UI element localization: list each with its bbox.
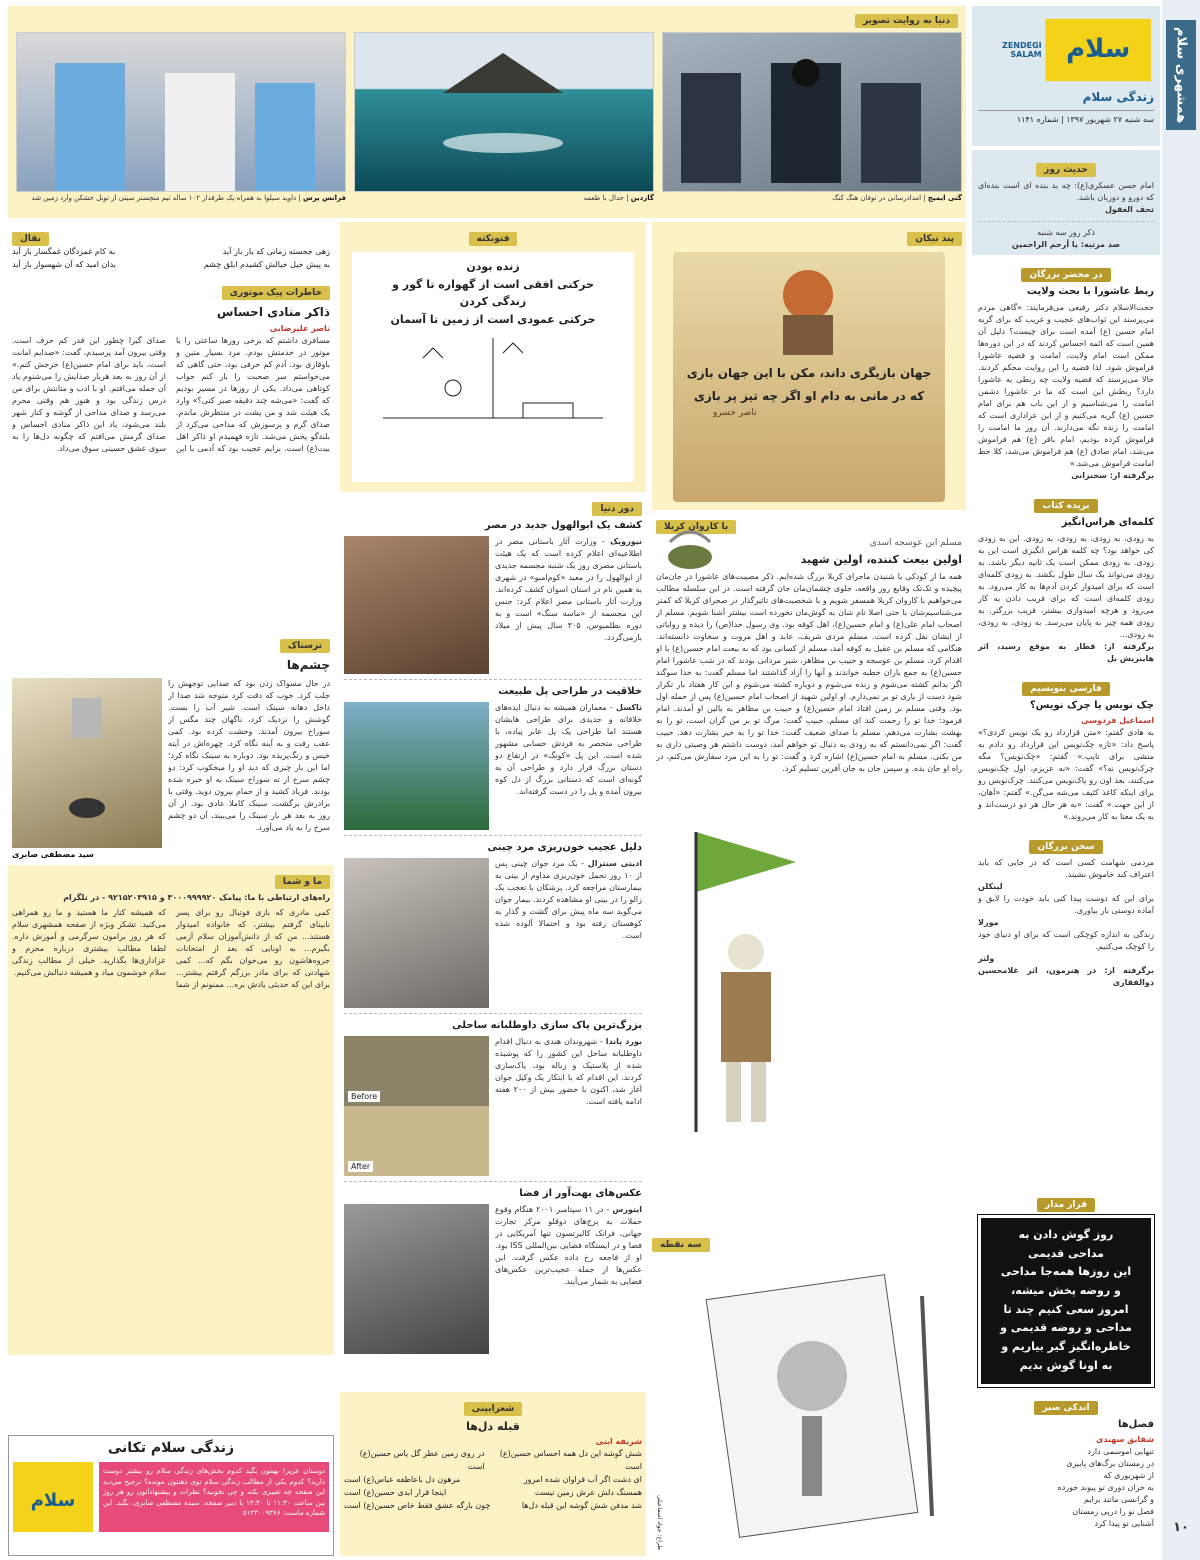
photo3-caption: داوید سیلوا به همراه یک طرفدار ۱۰۲ ساله تیم منچستر سیتی از تونل خشکن وارد زمین شد <box>31 194 297 202</box>
column-world <box>340 222 646 1556</box>
hadith-source: تحف العقول <box>1104 205 1154 214</box>
patience-tag: اندکی صبر <box>1034 1401 1097 1415</box>
cartoon-drawing-icon <box>363 328 623 438</box>
mashoma-section <box>8 865 334 1355</box>
naqqal-verse <box>12 259 330 272</box>
story5-body: در ۱۱ سپتامبر ۲۰۰۱ هنگام وقوع حملات به برج‌های دوقلو مرکز تجارت جهانی، فرانک کالبرتسون تنها آمریکایی در فضا و در ایستگاه فضایی بین‌المللی ISS بود. او از فاجعه رخ داده عکس گرفت. این عکس‌ها از جمله عجیب‌ترین عکس‌های فضایی به شمار می‌آیند. <box>495 1205 642 1286</box>
courier-author: ناصر علیرضایی <box>269 324 330 334</box>
svg-text:سلام: سلام <box>1065 33 1130 64</box>
svg-text:سلام: سلام <box>30 1490 76 1511</box>
verse-half: مرهون دل باعاطفه عباس(ع) است <box>344 1474 461 1484</box>
naqqal-section <box>8 222 334 276</box>
photo-mancity <box>16 32 346 192</box>
saying-2: برای این که دوست پیدا کنی باید خودت را لایق و آماده دوستی بار بیاوری. <box>978 894 1154 915</box>
sayings-tag: سخن بزرگان <box>1029 840 1102 854</box>
verse-half: به پیش خیل خیالش کشیدم ابلق چشم <box>203 259 330 269</box>
helmet-icon <box>660 522 720 572</box>
patience-line: آشنایی تو پیدا کرد <box>1094 1518 1154 1528</box>
issue-date: سه شنبه ۲۷ شهریور ۱۳۹۷ | شماره ۱۱۴۱ <box>978 110 1154 124</box>
story4-title: بزرگ‌ترین پاک سازی داوطلبانه ساحلی <box>452 1020 642 1031</box>
elders-body: حجت‌الاسلام دکتر رفیعی می‌فرمایند: «گاهی مردم می‌پرسند این ثواب‌های عجیب و غریب که برای گریه امام حسین (ع) آمده است برای چیست؟ دلیل آن همین است که ائمه احساس کردند که در این دوره‌ها ممکن است امام ولایت، امامت و قضیه عاشورا فراموش شود. لذا قضیه را این روایت محکم کردند. حالا می‌پرسند که قضیه ولایت چه ربطی به عاشورا دارد؟ ربطش این است که ما در عاشورا دشمن امامت را می‌شناسیم و از این باب هم برای امام حسین (ع) گریه می‌کنیم و از این عزاداری است که امامت را زنده نگه می‌دارند. آن روز ما امامت را فراموش کرده بودیم، امام باقر (ع) هم فراموش می‌شد، امام صادق (ع) هم فراموش می‌شد، کلا خط امامت فراموش می‌شد.» <box>978 303 1154 468</box>
memorial-line1: ذکر روز سه شنبه <box>1037 228 1095 237</box>
hadith-text: امام حسن عسکری(ع): چه بد بنده ای است بنده‌ای که دورو و دوزبان باشد. <box>978 181 1154 202</box>
story2-lead: تاکسل <box>616 703 642 712</box>
ad-logo-icon <box>13 1462 93 1532</box>
patient-photo <box>344 858 489 1008</box>
story4-body: شهروندان هندی به دنبال اقدام داوطلبانه ساحل این کشور را که پوشیده شده از پلاستیک و زباله بود، پاک‌سازی کردند. این اقدام که با ابتکار یک وکیل جوان آغاز شد، اکنون با حضور بیش از ۲۰۰ هفته ادامه یافته است. <box>495 1037 642 1106</box>
sink-icon <box>12 678 162 848</box>
poet-portrait-icon <box>763 260 853 360</box>
space-photo <box>344 1204 489 1354</box>
verse-half: در روی زمین عطر گل یاس حسین(ع) است <box>359 1449 485 1472</box>
poetry-verse <box>344 1448 642 1474</box>
storm-photo-icon <box>662 33 961 192</box>
story1-title: کشف یک ابوالهول جدید در مصر <box>484 520 642 531</box>
notebook-sketch-icon <box>662 1256 962 1546</box>
patience-title: فصل‌ها <box>1117 1418 1154 1430</box>
elders-title: ربط عاشورا با بحث ولایت <box>1026 286 1154 297</box>
naqqal-verse <box>12 246 330 259</box>
before-label: Before <box>348 1091 380 1102</box>
photo1-caption: امدادرسانی در توفان هنگ کنگ <box>832 194 922 202</box>
story2-body: معماران همیشه به دنبال ایده‌های خلاقانه و جدیدی برای طراحی هایشان هستند اما طراحی یک پل عابر پیاده، با طراحی متحصر به فردش حسابی مشهور شده است. این پل «کونگ» در ارتفاع دو دستان بزرگ قرار دارد و طراحی آن به گونه‌ای است که دستانی بزرگ از دل کوه بیرون آمده و پل را در دست گرفته‌اند. <box>495 703 642 796</box>
tarsnak-section <box>8 629 334 865</box>
advice-verse2: که در مانی به دام او اگر چه تیز پر بازی <box>693 388 925 403</box>
story1-body: وزارت آثار باستانی مصر در اطلاعیه‌ای اعلام کرده است که یک هیئت باستانی مصری روز یک شنبه مجسمه جدیدی از ابوالهول را در معبد «کوم‌امبو» در شهری به همین نام در استان اسوان کشف کرده‌اند. وزارت آثار باستانی مصر اعلام کرد: جنس این مجسمه از «ماسه سنگ» است و به دوره بطلمیوس، ۳۰۵ سال پیش از میلاد بازمی‌گردد. <box>495 537 642 642</box>
beach-after-photo <box>344 1106 489 1176</box>
poetry-author: شریفه ابنی <box>595 1437 642 1447</box>
ad-title: زندگی سلام تکانی <box>107 1440 235 1456</box>
book-body: به زودی، به زودی، به زودی، به زودی. این به زودی کی خواهد بود؟ چه کلمه هراس انگیزی است این به زودی. به زودی ممکن است یک ثانیه دیگر باشد. به زودی می‌تواند یک سال طول بکشد. به زودی کلمه‌ای است که برای امیدوار کردن آدم‌ها به کار می‌رود. به زودی کلمه‌ای است که برای فریب دادن به کار می‌رود و هرچه امیدواری بیشتر، فریب بزرگتر. به زودی همه چیز به پایان می‌رسد. به زودی، به زودی، به زودی... <box>978 534 1154 639</box>
page-number: ۱۰ <box>1173 1520 1189 1535</box>
advice-poet: ناصر خسرو <box>713 407 757 418</box>
patience-line: به خزان دوری تو پیوند خورده <box>1057 1482 1154 1492</box>
story4-lead: بورد پاندا <box>605 1037 642 1046</box>
cartoon-line1: زنده بودن <box>466 260 520 273</box>
beach-before-photo <box>344 1036 489 1106</box>
hadith-box <box>972 150 1160 255</box>
verse-half: به کام غمزدگان غمگسار باز آید <box>12 247 116 256</box>
cartoon-card <box>352 252 634 482</box>
advice-card <box>673 252 945 502</box>
karbala-body: همه ما از کودکی با شنیدن ماجرای کربلا بزرگ شده‌ایم. ذکر مصیبت‌های عاشورا در جان‌مان پیچیده و تک‌تک وقایع روز واقعه، جلوی چشمان‌مان جان گرفته است. در این سلسله مطالب می‌خواهیم با کاروان کربلا همسفر شویم و با شخصیت‌های تاثیرگذار در صحرای کربلا که کمتر می‌شناسیم‌شان با حتی اصلا نام شان به گوش‌مان نخورده است بیشتر آشنا شویم. مسلم از اصحاب امام علی(ع) و امام حسین(ع)، اهل کوفه بود. وی رسول خدا(ص) را دیده و روایاتی از ایشان نقل کرده است. مسلم مردی شریف، عابد و اهل مروت و سخاوت دانسته‌اند. هنگامی که مسلم بن عقیل به کوفه آمد، مسلم از کسانی بود که به بیعت امام حسین(ع) با او اقدام کرد. مسلم بن عوسجه و حبیب بن مظاهر، شیر مردانی بودند که در شب عاشورا امام حسین(ع) به جمع یاران خطبه خواندند و آنها را آزاد گذاشتند اما مسلم گفت: به خدا سوگند اگر بدانم کشته می‌شوم و زنده می‌شوم و دوباره کشته می‌شوم و این کار هفتاد بار تکرار شود دست از یاری تو بر نمی‌دارم. او اولین شهید از اصحاب امام حسین(ع) پس از حمله اول بود. وقتی مسلم بر زمین افتاد امام حسین(ع) و حبیب بن مظاهر به بالین او آمدند. امام فرمود: خدا تو را رحمت کند ای مسلم. حبیب گفت: مرگ تو بر من گران است، تو را به بهشت بشارت می‌دهم. مسلم با صدای ضعیف گفت: خدا تو را به خیر بشارت دهد. حبیب گفت: اگر نمی‌دانستم که به زودی به دنبال تو خواهم آمد، دوست داشتم هر وصیتی داری به من بکنی. مسلم به امام حسین(ع) اشاره کرد و گفت: تو را به این مرد سفارش می‌کنم، در راه او جان بده. و سپس جان به جان آفرین تسلیم کرد. <box>656 572 962 774</box>
verse-half: شد مدفن شش گوشه این قبله دل‌ها <box>521 1500 642 1510</box>
rule-line: و روضه پخش میشه، <box>1011 1284 1121 1298</box>
karbala-tag: با کاروان کربلا <box>656 520 736 534</box>
rule-line: امروز سعی کنیم چند تا <box>1003 1302 1129 1316</box>
courier-tag: خاطرات پیک موتوری <box>222 286 330 300</box>
sayings-section <box>972 827 1160 993</box>
three-dots-artist: طراح: جواد اسماعیلی <box>656 1495 663 1550</box>
mashoma-contact: راه‌های ارتباطی با ما: پیامک ۳۰۰۰۹۹۹۹۲۰ و ۹۲۱۵۲۰۳۹۱۵ - در تلگرام <box>63 893 330 903</box>
poetry-verse <box>344 1500 642 1513</box>
story1-lead: نیوزویک <box>609 537 642 546</box>
elders-tag: در محضر بزرگان <box>1021 268 1110 282</box>
football-photo-icon <box>16 33 345 192</box>
beach-photos <box>344 1036 489 1176</box>
photo-hongkong <box>662 32 962 192</box>
verse-half: اینجا قرار ابدی حسین(ع) است <box>344 1487 447 1497</box>
masthead <box>972 6 1160 146</box>
photo2-source: گاردین <box>630 194 654 202</box>
photo1-source: گتی ایمیج <box>927 194 962 202</box>
saying-3-by: ولتر <box>978 954 995 963</box>
cartoon-line2: حرکتی افقی است از گهواره تا گور و <box>392 277 594 291</box>
persian-author: اسماعیل فردوسی <box>1081 716 1154 725</box>
story2-title: خلاقیت در طراحی پل طبیعت <box>498 686 642 697</box>
saying-1-by: لینکلن <box>978 882 1003 891</box>
story3-title: دلیل عجیب خون‌ریزی مرد چینی <box>487 842 642 853</box>
karbala-title: اولین بیعت کننده، اولین شهید <box>800 553 962 566</box>
rule-line: روز گوش دادن به <box>1018 1228 1114 1241</box>
rule-box <box>978 1215 1154 1387</box>
page-side-strip <box>1162 0 1200 1560</box>
warrior-illustration-icon <box>656 822 806 1142</box>
story5-title: عکس‌های بهت‌آور از فضا <box>519 1188 642 1199</box>
sayings-source: برگرفته از: در هنرمون، اثر غلامحسین ذوالفقاری <box>978 966 1154 987</box>
courier-section <box>8 276 334 630</box>
courier-title: ذاکر منادی احساس <box>216 304 330 319</box>
karbala-kicker: مسلم ابن عوسجه اسدی <box>869 538 962 548</box>
cartoon-tag: فتونکته <box>469 232 518 246</box>
saying-3: زندگی به اندازه کوچکی است که برای او دنیای خود را کوچک می‌کنیم. <box>978 930 1154 951</box>
three-dots-section <box>652 1232 966 1556</box>
tarsnak-title: چشم‌ها <box>286 658 330 673</box>
courier-body: مسافری داشتم که برخی روزها ساعتی را با موتور در خدمتش بودم. مرد بسیار متین و باوقاری بود. آدم کم حرفی بود، حتی گاهی که می‌خواستم سر صحبت را باز کنم جواب کوتاهی می‌داد. یکی از روزها در مسیر بودیم که گفت: «می‌شه چند دقیقه صبر کنی؟» وارد یک هیئت شد و من پشت در منتظرش ماندم. صدای گرم و پرسوزش که مداحی می‌کرد از بلندگو پخش می‌شد. تازه فهمیدم او ذاکر اهل بیت(ع) است. برایم عجیب بود که آدمی با این صدای گیرا چطور این قدر کم حرف است. وقتی بیرون آمد پرسیدم، گفت: «صدایم امانت است، باید برای امام حسین(ع) خرجش کنم.» از آن روز به بعد هربار صدایش را می‌شنوم یاد آن جمله می‌افتم. او با ادب و متانتش برای من درس زندگی بود و هنوز هم وقتی محرم می‌رسد و صدای مداحی از گوشه و کنار شهر بلند می‌شود، یاد این ذاکر منادی احساس و صدای گرمش می‌افتم که چگونه دل‌ها را به سوی عشق حسینی سوق می‌داد. <box>12 336 330 454</box>
saying-2-by: مورلا <box>978 918 999 927</box>
poetry-verse <box>344 1487 642 1500</box>
patience-line: و گرانسی مانند برایم <box>1084 1494 1154 1504</box>
cartoon-section <box>340 222 646 492</box>
book-tag: بریده کتاب <box>1034 499 1097 513</box>
rule-line: خاطره‌انگیز گیر بیاریم و <box>1001 1340 1131 1354</box>
tarsnak-tag: ترسناک <box>280 639 330 653</box>
patience-line: از شهریوری که <box>1103 1470 1154 1480</box>
logo-subtitle: ZENDEGI SALAM <box>1002 41 1042 59</box>
cartoon-line3: زندگی کردن <box>459 295 527 309</box>
column-left <box>8 222 334 1556</box>
logo-icon <box>1042 10 1154 90</box>
sink-photo <box>12 678 162 848</box>
photo-gannet <box>354 32 654 192</box>
rule-tag: قرار مدار <box>1037 1198 1095 1212</box>
story3-lead: ادیتی سنترال <box>587 859 642 868</box>
sphinx-photo <box>344 536 489 674</box>
story5-lead: اینورس <box>612 1205 642 1214</box>
poetry-title: قبله دل‌ها <box>466 1420 520 1433</box>
rule-line: به اونا گوش بدیم <box>1019 1358 1113 1372</box>
verse-half: ای دشت اگر آب فراوان شده امروز <box>523 1474 642 1484</box>
mashoma-body: کمی مادری که بازی فوتبال رو برای پسر نابینای گرفتم بیشتر، که خانواده امیدوار هستند... من که از دانش‌آموزان سلام آزمی بگیرم... به اونایی که بعد از امتحانات جزوه‌هاشون رو می‌خوان بگم که... کمی شهادتی که برای مادر بزرگم گرفتم بیشتر... برای این که حدیثی یادش بره... ممنونم از شما که همیشه کنار ما هستید و ما رو همراهی می‌کنید. تشکر ویژه از صفحه همشهری سلام که هر روز برامون سرگرمی و آموزش داره. لطفا مطالب بیشتری درباره محرم و عزاداری‌ها بگذارید. خیلی از مطالب زندگی سلام خوشمون میاد و همیشه دنبالش می‌کنیم. <box>12 908 330 990</box>
three-dots-tag: سه نقطه <box>652 1238 710 1252</box>
book-section <box>972 486 1160 669</box>
sea-bird-photo-icon <box>354 33 653 192</box>
persian-title: چک نویس یا چرک نویس؟ <box>1029 700 1154 711</box>
poetry-tag: شعرابینی <box>464 1402 522 1416</box>
tarsnak-author: سید مصطفی صابری <box>12 850 94 860</box>
world-photos-section: دنیا به روایت تصویر گتی ایمیج | امدادرسانی در توفان هنگ کنگ گاردین | جدال با طعمه فرانس پرس | داوید سیلوا به همراه یک طرفدار ۱۰۲ ساله تیم منچستر سیتی از تونل خشکن وارد زمین شد <box>8 6 966 218</box>
elders-section <box>972 255 1160 486</box>
patience-line: در زمستان برگ‌های پاییزی <box>1066 1458 1154 1468</box>
patience-line: فصل نو را درپی زمستان <box>1072 1506 1154 1516</box>
rule-and-patience <box>972 1185 1160 1555</box>
saying-1: مردمی شهامت کسی است که در جایی که باید اعتراف کند خاموش نشیند. <box>978 858 1154 879</box>
patience-line: تنهایی اموسمی دارد <box>1087 1446 1154 1456</box>
rule-line: مداحی قدیمی <box>1027 1246 1104 1260</box>
section-label: همشهری سلام <box>1166 20 1196 130</box>
far-world-section: دور دنیا کشف یک ابوالهول جدید در مصر نیوزویک - وزارت آثار باستانی مصر در اطلاعیه‌ای اعلام کرده است که یک هیئت باستانی مصری روز یک شنبه مجسمه جدیدی از ابوالهول را در معبد «کوم‌امبو» در شهری به همین نام در استان اسوان کشف کرده‌اند. وزارت آثار باستانی مصر اعلام کرد: جنس این مجسمه از «ماسه سنگ» است و به دوره بطلمیوس، ۳۰۵ سال پیش از میلاد بازمی‌گردد. خلاقیت در طراحی پل طبیعت تاکسل - معماران همیشه به دنبال ایده‌های خلاقانه و جدیدی برای طراحی هایشان هستند اما طراحی یک پل عابر پیاده، با طراحی متحصر به فردش حسابی مشهور شده است. این پل «کونگ» در ارتفاع دو دستان بزرگ قرار دارد و طراحی آن به گونه‌ای است که دستانی بزرگ از دل کوه بیرون آمده و پل را در دست گرفته‌اند. دلیل عجیب خون‌ریزی مرد چینی ادیتی سنترال - یک مرد جوان چینی پس از ۱۰ روز تحمل خون‌ریزی مداوم از بینی به بیمارستان مراجعه کرد. پزشکان با تعجب یک زالو را در بینی او مشاهده کردند. بیمار جوان می‌گوید سه ماه پیش برای گشت و گذار به کوهستان رفته بود و احتمالا آلوده شده است. بزرگ‌ترین پاک سازی داوطلبانه ساحلی بورد پاندا - شهروندان هندی به دنبال اقدام داوطلبانه ساحل این کشور را که پوشیده شده از پلاستیک و زباله بود، پاک‌سازی کردند. این اقدام که با ابتکار یک وکیل جوان آغاز شد، اکنون با حضور بیش از ۲۰۰ هفته ادامه یافته است. Before After عکس‌های بهت‌آور از فضا اینورس - در ۱۱ سپتامبر ۲۰۰۱ هنگام وقوع حملات به برج‌های دوقلو مرکز تجارت جهانی، فرانک کالبرتسون تنها آمریکایی در فضا و در ایستگاه فضایی بین‌المللی ISS بود. او از فاجعه رخ داده عکس گرفت. این عکس‌ها از جمله عجیب‌ترین عکس‌های فضایی به شمار می‌آیند. <box>340 492 646 1358</box>
logo-title: زندگی سلام <box>1082 90 1154 104</box>
verse-half: چون بارگه عشق فقط خاص حسین(ع) است <box>344 1500 491 1510</box>
photo3-source: فرانس پرس <box>303 194 346 202</box>
ad-box <box>8 1435 334 1556</box>
hadith-tag: حدیث روز <box>1036 163 1096 177</box>
far-world-tag: دور دنیا <box>592 502 642 516</box>
mashoma-tag: ما و شما <box>275 875 330 889</box>
memorial-line2: صد مرتبه: یا أرحم الراحمین <box>1011 240 1121 249</box>
patience-author: شقایق سهندی <box>1096 1434 1154 1444</box>
tarsnak-body: در حال مسواک زدن بود که صدایی توجهش را جلب کرد. خوب که دقت کرد متوجه شد صدا از داخل دهانه سینک است. شیر آب را بست. گوشش را نزدیک کرد، ناگهان چند مگس از سوراخ بیرون آمدند. وحشت کرده بود. کمی عقب رفت و به آینه نگاه کرد. چهره‌اش در آینه خیس و رنگ‌پریده بود. دوباره به سینک نگاه کرد؛ اما این بار چیزی که دید او را میخکوب کرد: دو چشم سرخ از ته سوراخ سینک به او خیره شده بودند. فریاد کشید و از حمام بیرون دوید. وقتی با برادرش برگشت، سینک کاملا عادی بود. از آن روز به بعد هر بار سینک را می‌بیند، آن دو چشم سرخ را به یاد می‌آورد. <box>168 679 330 833</box>
rule-line: مداحی و روضه قدیمی و <box>1000 1321 1132 1335</box>
advice-tag: پند نیکان <box>907 232 962 246</box>
photo2-caption: جدال با طعمه <box>583 194 624 202</box>
verse-half: همسنگ دلش عرش زمین نیست <box>534 1487 642 1497</box>
ad-body: دوستان عزیز! بهمون بگید کدوم بخش‌های زندگی سلام رو بیشتر دوست دارید؟ کدوم یکی از مطالب زندگی سلام توی ذهنتون مونده؟ ترجیح می‌دید این صفحه چه تغییری بکنه و چی نخونید؟ نظرات و پیشنهاداتون رو هر روز بین ساعت ۱۱:۳۰ تا ۱۲:۳۰ با دبیر صفحه: سیده مصطفی صابری، بگید. این شماره ماست: ۵۱۲۳۰۰۹۳۶۶ <box>99 1462 329 1532</box>
verse-half: بدان امید که آن شهسوار باز آید <box>12 259 117 269</box>
persian-tag: فارسی بنویسیم <box>1022 682 1110 696</box>
naqqal-tag: نقال <box>12 232 49 246</box>
after-label: After <box>348 1161 373 1172</box>
poetry-verse <box>344 1474 642 1487</box>
book-source: برگرفته از: قطار به موقع رسید، اثر هاینریش بل <box>978 642 1154 663</box>
rule-line: این روزها همه‌جا مداحی <box>1000 1265 1132 1279</box>
verse-half: زهی خجسته زمانی که یار باز آید <box>222 247 330 256</box>
book-title: کلمه‌ای هراس‌انگیز <box>1061 517 1154 528</box>
elders-source: برگرفته از: سخنرانی <box>1071 471 1154 480</box>
verse-half: شش گوشه این دل همه احساس حسین(ع) است <box>499 1449 642 1472</box>
cartoon-line4: حرکتی عمودی است از زمین تا آسمان <box>390 312 596 326</box>
persian-section <box>972 669 1160 827</box>
advice-verse1: جهان بازیگری داند، مکن با این جهان بازی <box>686 366 932 380</box>
poetry-section <box>340 1392 646 1556</box>
story3-body: یک مرد جوان چینی پس از ۱۰ روز تحمل خون‌ریزی مداوم از بینی به بیمارستان مراجعه کرد. پزشکان با تعجب یک زالو را در بینی او مشاهده کردند. بیمار جوان می‌گوید سه ماه پیش برای گشت و گذار به کوهستان رفته بود و احتمالا آلوده شده است. <box>495 859 642 940</box>
persian-body: به هادی گفتم: «متن قرارداد رو یک نویس کردی؟» پاسخ داد: «تازه چک‌نویس این قرارداد رو دادم به منشی برای تایپ.» گفتم: «چک‌نویس؟ مگه چرک‌نویس نه؟» گفت: «نه عزیزم، اول چک‌نویس می‌کنند، بعد اون رو پاک‌نویس می‌کنند. چرک‌نویس رو برای اینکه کاغذ کثیف می‌شه می‌گن.» گفتم: «آهان، از این جهت.» گفت: «به هر حال هر دو درست‌اند و به یک معنا به کار می‌روند.» <box>978 728 1154 821</box>
world-photos-tag: دنیا به روایت تصویر <box>855 14 958 28</box>
advice-section <box>652 222 966 510</box>
bridge-photo <box>344 702 489 830</box>
